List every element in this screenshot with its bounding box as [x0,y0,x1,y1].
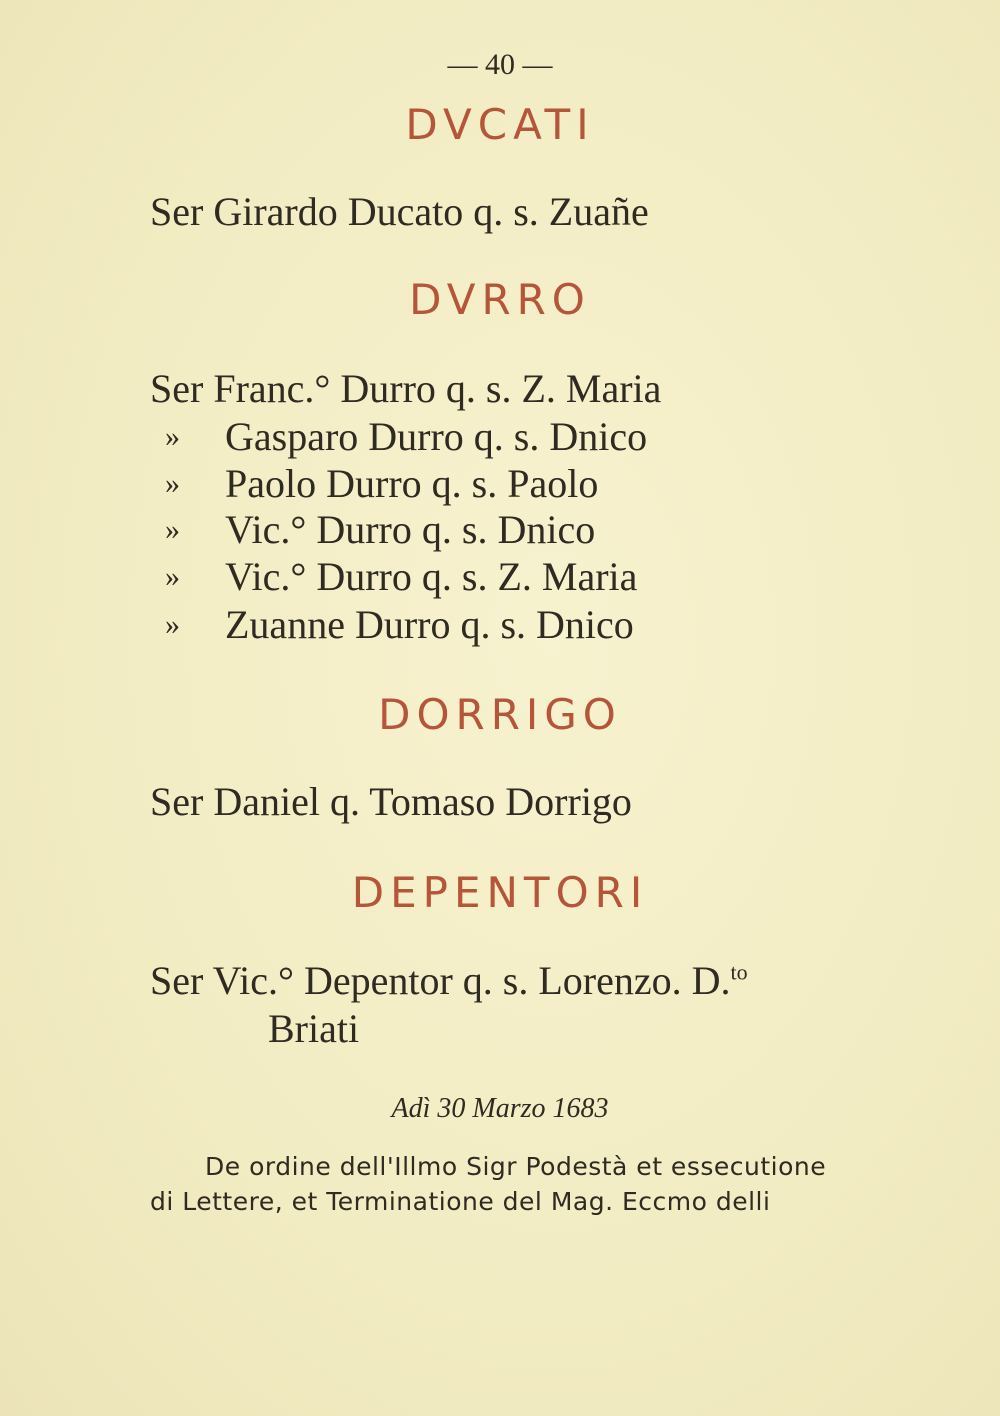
ditto-marker: » [165,608,180,641]
entry-line: Ser Franc.° Durro q. s. Z. Maria [150,366,662,411]
page-number: — 40 — [447,48,553,81]
entry-line: Vic.° Durro q. s. Z. Maria [225,554,638,599]
section-heading-depentori: DEPENTORI [351,868,649,917]
section-heading-dorrigo: DORRIGO [378,690,622,739]
ditto-marker: » [165,513,180,546]
entry-line: Zuanne Durro q. s. Dnico [225,602,634,647]
ditto-marker: » [165,420,180,453]
section-heading-ducati: DVCATI [405,100,595,149]
date-line: Adì 30 Marzo 1683 [391,1093,609,1124]
entry-line: Gasparo Durro q. s. Dnico [225,414,648,459]
footer-line: De ordine dell'Illmo Sigr Podestà et essecutione [205,1152,827,1181]
entry-text: Ser Vic.° Depentor q. s. Lorenzo. D. [150,958,731,1003]
entry-line: Ser Daniel q. Tomaso Dorrigo [150,779,632,824]
footer-line: di Lettere, et Terminatione del Mag. Eccmo delli [150,1187,771,1216]
superscript: to [730,959,748,985]
entry-line: Vic.° Durro q. s. Dnico [225,507,596,552]
entry-line: Briati [268,1006,360,1051]
entry-line [150,957,748,1004]
ditto-marker: » [165,467,180,500]
ditto-marker: » [165,560,180,593]
section-heading-durro: DVRRO [409,275,591,324]
entry-line: Ser Girardo Ducato q. s. Zuañe [150,189,649,234]
entry-line: Paolo Durro q. s. Paolo [225,461,599,506]
